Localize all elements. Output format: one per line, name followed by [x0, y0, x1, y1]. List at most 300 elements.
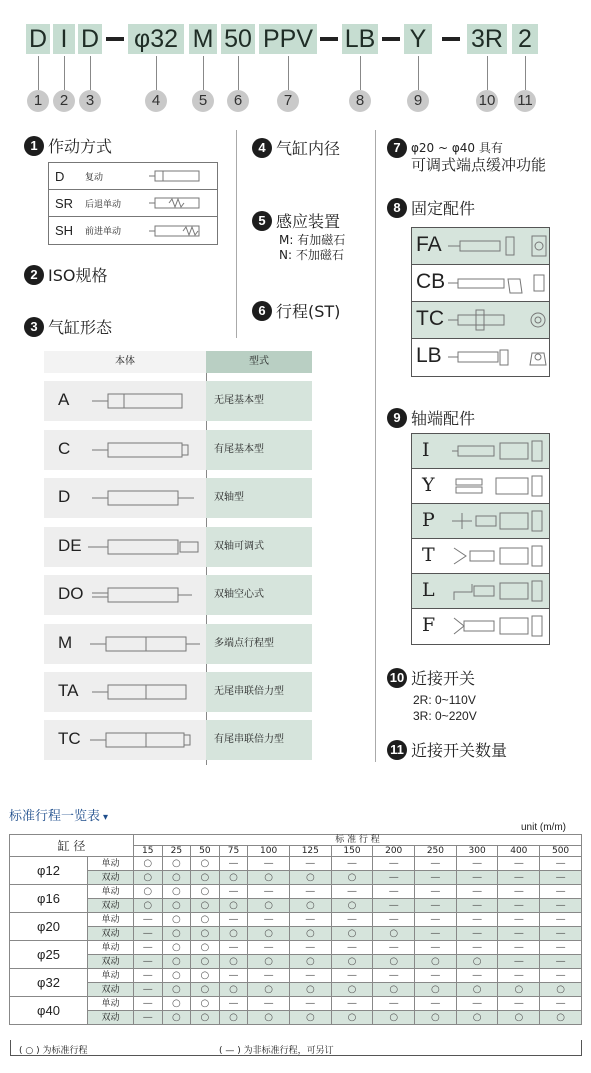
mount-tc-icon: [448, 308, 548, 332]
rod-end-f-icon: [452, 615, 548, 637]
section-title-operation: 1 作动方式: [24, 134, 112, 157]
stroke-availability-cell: —: [373, 913, 415, 927]
stroke-availability-cell: ○: [219, 871, 248, 885]
form-body-cell: [44, 720, 206, 760]
stroke-availability-cell: —: [248, 969, 290, 983]
stroke-value: 75: [219, 846, 248, 857]
table-row: D 复动: [49, 163, 217, 190]
form-table-header: [44, 351, 312, 373]
stroke-availability-cell: ○: [191, 885, 220, 899]
action-cell: 双动: [88, 871, 134, 885]
stroke-availability-cell: —: [456, 927, 498, 941]
stroke-availability-cell: —: [540, 871, 582, 885]
stroke-availability-cell: —: [248, 857, 290, 871]
code-dash: [320, 37, 338, 41]
section-title-switch: 10 近接开关: [387, 666, 475, 689]
stroke-availability-cell: ○: [219, 1011, 248, 1025]
table-header-row: [10, 835, 582, 846]
stroke-value: 150: [331, 846, 373, 857]
stroke-availability-cell: —: [219, 913, 248, 927]
table-row: P: [412, 504, 549, 539]
bore-cell: φ40: [10, 997, 88, 1025]
chevron-down-icon: ▾: [103, 812, 109, 823]
code-part-bore: φ32: [128, 24, 184, 54]
stroke-value: 100: [248, 846, 290, 857]
form-type-cell: 多端点行程型: [206, 624, 312, 664]
stroke-availability-cell: ○: [415, 955, 457, 969]
switch-voltage: 3R: 0~220V: [413, 709, 477, 723]
stroke-availability-cell: ○: [456, 955, 498, 969]
stroke-availability-cell: —: [373, 997, 415, 1011]
code-part-switch: 3R: [467, 24, 507, 54]
sensor-option: N: 不加磁石: [279, 248, 344, 262]
rod-end-t-icon: [452, 545, 548, 567]
action-cell: 单动: [88, 997, 134, 1011]
form-code: M: [58, 633, 73, 652]
table-row: [10, 983, 582, 997]
section-title-iso: 2 ISO规格: [24, 263, 107, 286]
stroke-table-footnote: [10, 1040, 582, 1056]
table-row: [10, 857, 582, 871]
stroke-availability-cell: ○: [134, 857, 163, 871]
cylinder-double-acting-icon: [149, 169, 205, 183]
stroke-availability-cell: ○: [134, 885, 163, 899]
stroke-availability-cell: ○: [162, 885, 191, 899]
stroke-availability-cell: ○: [191, 857, 220, 871]
stroke-availability-cell: ○: [162, 955, 191, 969]
code-number: 9: [407, 90, 429, 112]
stroke-availability-cell: —: [498, 885, 540, 899]
code-part-sensor: M: [189, 24, 217, 54]
stroke-availability-cell: —: [289, 857, 331, 871]
form-type-cell: 无尾基本型: [206, 381, 312, 421]
mount-lb-icon: [448, 345, 548, 369]
stroke-availability-cell: ○: [162, 857, 191, 871]
stroke-availability-cell: —: [540, 969, 582, 983]
mount-cb-icon: [448, 271, 548, 295]
mount-table: [411, 227, 550, 377]
table-row: [10, 913, 582, 927]
stroke-availability-cell: ○: [191, 983, 220, 997]
stroke-value: 25: [162, 846, 191, 857]
stroke-availability-cell: —: [540, 885, 582, 899]
stroke-availability-cell: ○: [415, 983, 457, 997]
action-cell: 单动: [88, 913, 134, 927]
stroke-availability-cell: —: [331, 913, 373, 927]
stroke-availability-cell: —: [248, 941, 290, 955]
stroke-availability-cell: —: [219, 885, 248, 899]
stroke-table-title: 标准行程一览表 ▾: [9, 809, 109, 824]
section-number-badge: 11: [387, 740, 407, 760]
stroke-availability-cell: ○: [248, 899, 290, 913]
section-title-mount: 8 固定配件: [387, 196, 475, 219]
stroke-availability-cell: —: [456, 941, 498, 955]
unit-label: unit (m/m): [521, 822, 566, 833]
stroke-availability-cell: —: [415, 913, 457, 927]
stroke-availability-cell: —: [540, 913, 582, 927]
header-body: 本体: [44, 351, 206, 373]
rod-end-p-icon: [452, 510, 548, 532]
form-code: D: [58, 487, 71, 506]
form-code: TA: [58, 681, 79, 700]
form-type-cell: 双轴空心式: [206, 575, 312, 615]
cylinder-form-icon: [88, 534, 204, 560]
stroke-availability-cell: —: [134, 927, 163, 941]
section-title-stroke: 6 行程(ST): [252, 299, 340, 322]
stroke-availability-cell: —: [331, 969, 373, 983]
stroke-availability-cell: —: [456, 913, 498, 927]
stroke-value: 50: [191, 846, 220, 857]
stroke-availability-cell: —: [289, 969, 331, 983]
form-row-do: [44, 575, 312, 615]
stroke-availability-cell: ○: [162, 941, 191, 955]
code-part-mount: LB: [342, 24, 378, 54]
stroke-availability-cell: —: [456, 969, 498, 983]
header-type: 型式: [206, 351, 312, 373]
stroke-availability-cell: —: [498, 955, 540, 969]
stroke-availability-cell: —: [456, 899, 498, 913]
stroke-availability-cell: —: [415, 941, 457, 955]
stroke-availability-cell: —: [415, 927, 457, 941]
stroke-availability-cell: —: [540, 899, 582, 913]
stroke-availability-cell: ○: [373, 1011, 415, 1025]
table-row: SR 后退单动: [49, 190, 217, 217]
stroke-availability-cell: ○: [191, 1011, 220, 1025]
stroke-availability-cell: ○: [373, 983, 415, 997]
cylinder-form-icon: [88, 582, 204, 608]
stroke-availability-cell: —: [134, 955, 163, 969]
form-row-a: [44, 381, 312, 421]
table-row: LB: [412, 339, 549, 376]
code-number: 8: [349, 90, 371, 112]
table-row: [10, 885, 582, 899]
stroke-availability-cell: —: [219, 997, 248, 1011]
form-row-tc: [44, 720, 312, 760]
operation-table: [48, 162, 218, 245]
code-part-stroke: 50: [221, 24, 255, 54]
stroke-availability-cell: ○: [162, 899, 191, 913]
stroke-availability-cell: ○: [331, 927, 373, 941]
stroke-availability-cell: ○: [191, 969, 220, 983]
stroke-availability-cell: ○: [162, 913, 191, 927]
table-row: F: [412, 609, 549, 644]
table-row: [10, 927, 582, 941]
code-dash: [442, 37, 460, 41]
stroke-availability-cell: ○: [162, 1011, 191, 1025]
stroke-availability-cell: ○: [540, 983, 582, 997]
stroke-value: 125: [289, 846, 331, 857]
rod-end-y-icon: [452, 475, 548, 497]
stroke-value: 500: [540, 846, 582, 857]
stroke-table: [9, 834, 582, 1025]
stroke-availability-cell: —: [289, 997, 331, 1011]
table-row: [10, 997, 582, 1011]
table-row: CB: [412, 265, 549, 302]
stroke-availability-cell: ○: [331, 899, 373, 913]
table-row: [10, 969, 582, 983]
stroke-availability-cell: —: [498, 857, 540, 871]
stroke-availability-cell: —: [331, 885, 373, 899]
table-row: Y: [412, 469, 549, 504]
stroke-availability-cell: ○: [248, 927, 290, 941]
section-number-badge: 3: [24, 317, 44, 337]
form-type-cell: 有尾串联倍力型: [206, 720, 312, 760]
stroke-availability-cell: ○: [219, 955, 248, 969]
stroke-availability-cell: ○: [289, 955, 331, 969]
action-cell: 单动: [88, 969, 134, 983]
stroke-availability-cell: —: [540, 857, 582, 871]
stroke-availability-cell: ○: [219, 983, 248, 997]
stroke-availability-cell: ○: [456, 1011, 498, 1025]
stroke-availability-cell: —: [248, 913, 290, 927]
stroke-availability-cell: —: [373, 899, 415, 913]
sensor-options: [279, 233, 345, 263]
stroke-availability-cell: —: [219, 941, 248, 955]
code-number: 4: [145, 90, 167, 112]
stroke-availability-cell: ○: [248, 871, 290, 885]
stroke-availability-cell: ○: [289, 871, 331, 885]
stroke-availability-cell: —: [456, 997, 498, 1011]
stroke-availability-cell: ○: [191, 899, 220, 913]
stroke-availability-cell: ○: [191, 913, 220, 927]
cushion-description: 可调式端点缓冲功能: [411, 156, 547, 174]
switch-voltage-options: [413, 692, 477, 724]
stroke-availability-cell: ○: [162, 983, 191, 997]
form-table: [44, 351, 312, 373]
cylinder-form-icon: [88, 437, 204, 463]
action-cell: 双动: [88, 955, 134, 969]
section-title-form: 3 气缸形态: [24, 315, 112, 338]
stroke-availability-cell: —: [331, 857, 373, 871]
stroke-availability-cell: —: [498, 969, 540, 983]
form-type-cell: 双轴可调式: [206, 527, 312, 567]
stroke-availability-cell: —: [373, 885, 415, 899]
bore-cell: φ16: [10, 885, 88, 913]
stroke-availability-cell: —: [289, 885, 331, 899]
form-code: DE: [58, 536, 82, 555]
stroke-availability-cell: ○: [162, 969, 191, 983]
stroke-availability-cell: ○: [415, 1011, 457, 1025]
table-row: L: [412, 574, 549, 609]
stroke-availability-cell: ○: [331, 871, 373, 885]
stroke-availability-cell: —: [415, 997, 457, 1011]
stroke-availability-cell: ○: [191, 871, 220, 885]
stroke-availability-cell: ○: [191, 955, 220, 969]
stroke-availability-cell: —: [248, 885, 290, 899]
table-row: [10, 1011, 582, 1025]
stroke-availability-cell: —: [415, 899, 457, 913]
stroke-availability-cell: —: [134, 969, 163, 983]
stroke-availability-cell: —: [540, 955, 582, 969]
action-cell: 单动: [88, 885, 134, 899]
stroke-availability-cell: ○: [456, 983, 498, 997]
stroke-availability-cell: —: [540, 941, 582, 955]
stroke-availability-cell: —: [498, 871, 540, 885]
section-number-badge: 1: [24, 136, 44, 156]
form-row-d: [44, 478, 312, 518]
stroke-availability-cell: ○: [219, 927, 248, 941]
stroke-value: 200: [373, 846, 415, 857]
stroke-availability-cell: ○: [540, 1011, 582, 1025]
section-number-badge: 5: [252, 211, 272, 231]
stroke-availability-cell: ○: [191, 997, 220, 1011]
cylinder-form-icon: [88, 485, 204, 511]
stroke-availability-cell: —: [373, 941, 415, 955]
form-body-cell: [44, 575, 206, 615]
stroke-availability-cell: —: [219, 969, 248, 983]
code-number: 1: [27, 90, 49, 112]
table-row: [10, 955, 582, 969]
action-cell: 双动: [88, 899, 134, 913]
stroke-availability-cell: —: [373, 857, 415, 871]
stroke-availability-cell: ○: [248, 955, 290, 969]
form-row-c: [44, 430, 312, 470]
cylinder-form-icon: [88, 727, 204, 753]
rod-end-i-icon: [452, 440, 548, 462]
stroke-availability-cell: —: [134, 941, 163, 955]
stroke-availability-cell: —: [498, 913, 540, 927]
section-title-switch-qty: 11 近接开关数量: [387, 738, 507, 761]
section-number-badge: 9: [387, 408, 407, 428]
stroke-availability-cell: ○: [191, 941, 220, 955]
stroke-availability-cell: —: [134, 983, 163, 997]
form-code: A: [58, 390, 70, 409]
action-cell: 双动: [88, 1011, 134, 1025]
stroke-availability-cell: —: [373, 871, 415, 885]
stroke-availability-cell: ○: [498, 1011, 540, 1025]
code-part-switch-qty: 2: [512, 24, 538, 54]
section-number-badge: 8: [387, 198, 407, 218]
action-cell: 单动: [88, 941, 134, 955]
stroke-availability-cell: ○: [289, 983, 331, 997]
stroke-availability-cell: —: [134, 997, 163, 1011]
stroke-availability-cell: ○: [134, 871, 163, 885]
form-code: TC: [58, 729, 81, 748]
code-part-rod-end: Y: [404, 24, 432, 54]
section-title-cushion: 7 φ20 ~ φ40 具有: [387, 137, 503, 158]
column-divider: [236, 130, 237, 338]
code-number: 11: [514, 90, 536, 112]
form-type-cell: 有尾基本型: [206, 430, 312, 470]
bore-header: 缸 径: [10, 835, 134, 857]
form-type-cell: 双轴型: [206, 478, 312, 518]
mount-fa-icon: [448, 234, 548, 258]
action-cell: 双动: [88, 927, 134, 941]
stroke-availability-cell: —: [415, 857, 457, 871]
stroke-availability-cell: —: [498, 927, 540, 941]
section-number-badge: 2: [24, 265, 44, 285]
stroke-availability-cell: —: [456, 857, 498, 871]
stroke-availability-cell: ○: [191, 927, 220, 941]
cylinder-form-icon: [88, 631, 204, 657]
code-number: 6: [227, 90, 249, 112]
table-row: SH 前进单动: [49, 217, 217, 244]
stroke-availability-cell: —: [373, 969, 415, 983]
stroke-value: 250: [415, 846, 457, 857]
stroke-header: 标 准 行 程: [134, 835, 582, 846]
table-row: T: [412, 539, 549, 574]
stroke-availability-cell: ○: [373, 927, 415, 941]
stroke-value: 400: [498, 846, 540, 857]
stroke-availability-cell: ○: [331, 955, 373, 969]
code-number: 10: [476, 90, 498, 112]
form-body-cell: [44, 430, 206, 470]
stroke-availability-cell: ○: [331, 983, 373, 997]
cylinder-spring-return-icon: [149, 196, 205, 210]
sensor-option: M: 有加磁石: [279, 233, 346, 247]
code-number: 3: [79, 90, 101, 112]
section-number-badge: 10: [387, 668, 407, 688]
stroke-availability-cell: ○: [162, 927, 191, 941]
stroke-availability-cell: —: [540, 927, 582, 941]
section-number-badge: 6: [252, 301, 272, 321]
stroke-availability-cell: ○: [289, 927, 331, 941]
code-part-cushion: PPV: [259, 24, 317, 54]
bore-cell: φ32: [10, 969, 88, 997]
stroke-availability-cell: —: [415, 885, 457, 899]
stroke-availability-cell: ○: [134, 899, 163, 913]
stroke-availability-cell: —: [540, 997, 582, 1011]
table-row: [10, 871, 582, 885]
table-row: [10, 941, 582, 955]
action-cell: 单动: [88, 857, 134, 871]
bore-cell: φ20: [10, 913, 88, 941]
table-row: FA: [412, 228, 549, 265]
stroke-availability-cell: —: [331, 941, 373, 955]
switch-voltage: 2R: 0~110V: [413, 693, 476, 707]
column-divider: [375, 130, 376, 762]
form-code: DO: [58, 584, 84, 603]
section-title-sensor: 5 感应装置: [252, 209, 340, 232]
form-body-cell: [44, 624, 206, 664]
table-row: TC: [412, 302, 549, 339]
footnote-nonstandard: ( — ) 为非标准行程，可另订: [219, 1046, 334, 1056]
section-title-rod-end: 9 轴端配件: [387, 406, 475, 429]
form-row-ta: [44, 672, 312, 712]
code-dash: [106, 37, 124, 41]
stroke-value: 15: [134, 846, 163, 857]
rod-end-table: [411, 433, 550, 645]
form-type-cell: 无尾串联倍力型: [206, 672, 312, 712]
footnote-standard: ( ○ ) 为标准行程: [19, 1046, 88, 1056]
stroke-availability-cell: ○: [498, 983, 540, 997]
stroke-availability-cell: —: [456, 871, 498, 885]
stroke-availability-cell: —: [289, 941, 331, 955]
stroke-availability-cell: —: [415, 871, 457, 885]
form-body-cell: [44, 381, 206, 421]
action-cell: 双动: [88, 983, 134, 997]
stroke-availability-cell: —: [331, 997, 373, 1011]
section-title-bore: 4 气缸内径: [252, 136, 340, 159]
cylinder-form-icon: [88, 388, 204, 414]
form-row-de: [44, 527, 312, 567]
cylinder-spring-extend-icon: [149, 224, 205, 238]
code-part-form: D: [78, 24, 102, 54]
stroke-availability-cell: ○: [289, 1011, 331, 1025]
code-number: 5: [192, 90, 214, 112]
code-number: 2: [53, 90, 75, 112]
stroke-availability-cell: ○: [162, 871, 191, 885]
stroke-availability-cell: ○: [248, 1011, 290, 1025]
code-part-operation: D: [26, 24, 50, 54]
stroke-availability-cell: ○: [331, 1011, 373, 1025]
form-code: C: [58, 439, 71, 458]
stroke-availability-cell: ○: [289, 899, 331, 913]
code-number: 7: [277, 90, 299, 112]
code-part-iso: I: [53, 24, 75, 54]
form-row-m: [44, 624, 312, 664]
table-row: I: [412, 434, 549, 469]
